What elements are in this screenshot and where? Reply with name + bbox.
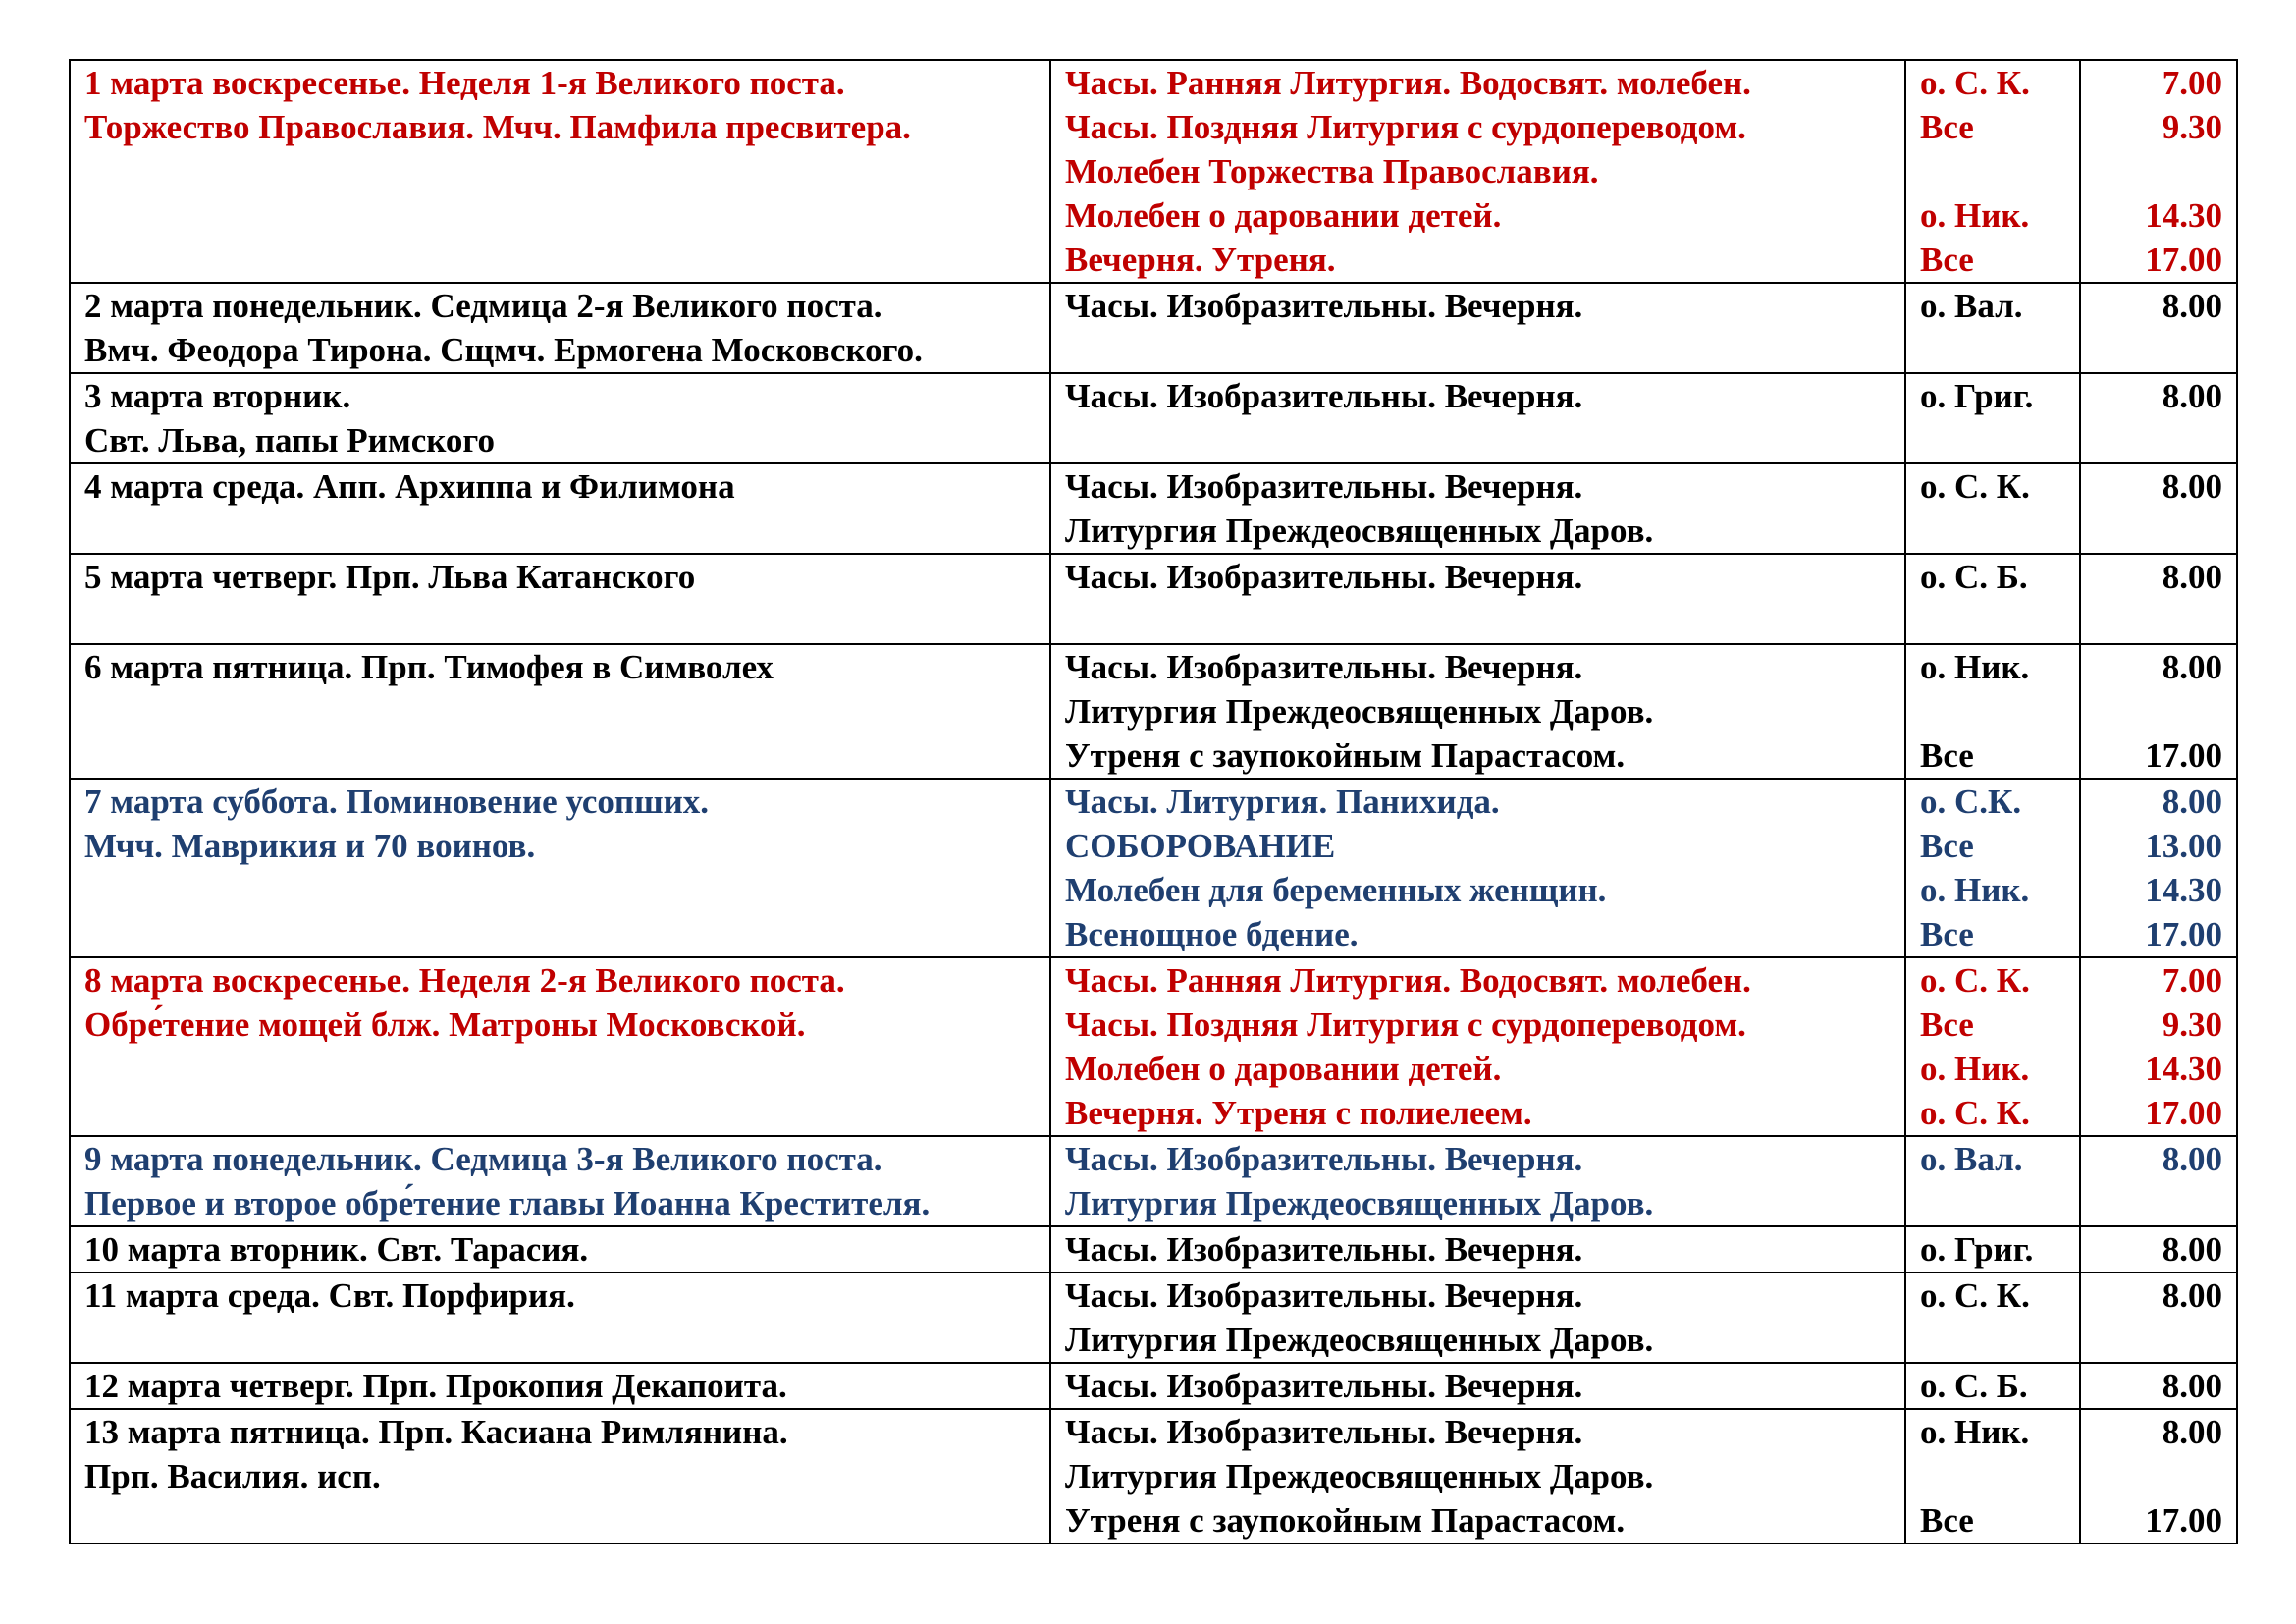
service-line: Часы. Изобразительны. Вечерня. (1065, 287, 1583, 325)
priest-line: о. С. К. (1920, 1094, 2030, 1132)
service-line: Часы. Изобразительны. Вечерня. (1065, 377, 1583, 415)
day-line: 13 марта пятница. Прп. Касиана Римлянина. (84, 1413, 788, 1451)
time-line: 8.00 (2162, 467, 2222, 506)
time-line: 9.30 (2162, 108, 2222, 146)
time-line: 17.00 (2145, 736, 2222, 775)
day-line: Первое и второе обре́тение главы Иоанна Крестителя. (84, 1184, 931, 1222)
priest-line: о. Ник. (1920, 648, 2030, 686)
time-cell (2080, 373, 2237, 463)
priest-line: о. Григ. (1920, 1230, 2034, 1269)
svc-cell (1050, 957, 1905, 1136)
priest-line (1920, 509, 2065, 553)
time-line: 8.00 (2162, 1140, 2222, 1178)
priest-line: о. С. К. (1920, 467, 2030, 506)
service-line: Часы. Изобразительны. Вечерня. (1065, 648, 1583, 686)
priest-line: Все (1920, 241, 1974, 279)
day-cell (70, 779, 1050, 957)
day-cell (70, 283, 1050, 373)
schedule-row (70, 1363, 2237, 1409)
service-line: Часы. Изобразительны. Вечерня. (1065, 1413, 1583, 1451)
schedule-row (70, 1272, 2237, 1363)
time-line: 13.00 (2145, 827, 2222, 865)
service-line: Часы. Литургия. Панихида. (1065, 783, 1500, 821)
day-line (84, 509, 1036, 553)
priest-line: о. С. Б. (1920, 558, 2028, 596)
day-cell (70, 1363, 1050, 1409)
day-line: Свт. Льва, папы Римского (84, 421, 495, 460)
priest-line (1920, 1181, 2065, 1225)
schedule-row (70, 283, 2237, 373)
time-line: 8.00 (2162, 783, 2222, 821)
time-cell (2080, 957, 2237, 1136)
day-line: 2 марта понедельник. Седмица 2-я Великого поста. (84, 287, 882, 325)
time-line: 8.00 (2162, 377, 2222, 415)
day-line: 7 марта суббота. Поминовение усопших. (84, 783, 710, 821)
priest-cell (1905, 554, 2080, 644)
time-line: 17.00 (2145, 915, 2222, 953)
day-line: Прп. Василия. исп. (84, 1457, 381, 1495)
priest-line (1920, 328, 2065, 372)
time-line: 17.00 (2145, 241, 2222, 279)
priest-line: о. Ник. (1920, 1050, 2030, 1088)
day-cell (70, 957, 1050, 1136)
priest-cell (1905, 779, 2080, 957)
service-line: Литургия Преждеосвященных Даров. (1065, 512, 1654, 550)
priest-line: о. Ник. (1920, 1413, 2030, 1451)
service-line: Вечерня. Утреня. (1065, 241, 1336, 279)
day-line (84, 599, 1036, 643)
svc-cell (1050, 644, 1905, 779)
priest-line: о. С. К. (1920, 1276, 2030, 1315)
day-line (84, 1318, 1036, 1362)
priest-line: о. Ник. (1920, 871, 2030, 909)
service-line: Утреня с заупокойным Парастасом. (1065, 736, 1626, 775)
day-line: Торжество Православия. Мчч. Памфила пресвитера. (84, 108, 911, 146)
priest-cell (1905, 644, 2080, 779)
priest-line: Все (1920, 1501, 1974, 1540)
day-cell (70, 1409, 1050, 1543)
day-line: 11 марта среда. Свт. Порфирия. (84, 1276, 575, 1315)
time-line: 17.00 (2145, 1094, 2222, 1132)
time-line: 8.00 (2162, 558, 2222, 596)
time-cell (2080, 779, 2237, 957)
svc-cell (1050, 373, 1905, 463)
svc-cell (1050, 779, 1905, 957)
day-cell (70, 644, 1050, 779)
service-line: Часы. Изобразительны. Вечерня. (1065, 558, 1583, 596)
day-line: 5 марта четверг. Прп. Льва Катанского (84, 558, 696, 596)
schedule-body (70, 60, 2237, 1543)
day-line: Мчч. Маврикия и 70 воинов. (84, 827, 536, 865)
svc-cell (1050, 283, 1905, 373)
priest-cell (1905, 1226, 2080, 1272)
svc-cell (1050, 1363, 1905, 1409)
time-cell (2080, 1363, 2237, 1409)
service-line: Молебен для беременных женщин. (1065, 871, 1607, 909)
day-line: Обре́тение мощей блж. Матроны Московской. (84, 1005, 806, 1044)
priest-line: о. Григ. (1920, 377, 2034, 415)
time-line: 8.00 (2162, 1230, 2222, 1269)
day-line (84, 1498, 1036, 1543)
day-line (84, 733, 1036, 778)
time-cell (2080, 60, 2237, 283)
day-line: Вмч. Феодора Тирона. Сщмч. Ермогена Московского. (84, 331, 923, 369)
time-line: 8.00 (2162, 1413, 2222, 1451)
svc-cell (1050, 554, 1905, 644)
day-cell (70, 1272, 1050, 1363)
schedule-row (70, 60, 2237, 283)
priest-cell (1905, 283, 2080, 373)
service-line: Литургия Преждеосвященных Даров. (1065, 1457, 1654, 1495)
priest-line: Все (1920, 1005, 1974, 1044)
time-line: 8.00 (2162, 287, 2222, 325)
time-line (2095, 1181, 2222, 1225)
schedule-row (70, 1136, 2237, 1226)
day-cell (70, 1226, 1050, 1272)
service-line: Молебен о даровании детей. (1065, 1050, 1502, 1088)
service-line: Часы. Поздняя Литургия с сурдопереводом. (1065, 1005, 1746, 1044)
day-line: 6 марта пятница. Прп. Тимофея в Символех (84, 648, 774, 686)
priest-line (1920, 1454, 2065, 1498)
priest-cell (1905, 373, 2080, 463)
day-cell (70, 554, 1050, 644)
day-line (84, 868, 1036, 912)
time-cell (2080, 1272, 2237, 1363)
time-line (2095, 328, 2222, 372)
time-line: 8.00 (2162, 648, 2222, 686)
service-line: Часы. Ранняя Литургия. Водосвят. молебен. (1065, 961, 1751, 1000)
priest-line: о. Ник. (1920, 196, 2030, 235)
time-cell (2080, 1226, 2237, 1272)
service-schedule-table (69, 59, 2238, 1544)
svc-cell (1050, 463, 1905, 554)
time-line (2095, 1454, 2222, 1498)
time-cell (2080, 1136, 2237, 1226)
priest-line: Все (1920, 108, 1974, 146)
service-line: Литургия Преждеосвященных Даров. (1065, 1184, 1654, 1222)
time-cell (2080, 644, 2237, 779)
service-line (1065, 418, 1891, 462)
day-line (84, 912, 1036, 956)
time-line: 7.00 (2162, 961, 2222, 1000)
time-line: 14.30 (2145, 196, 2222, 235)
service-line: Часы. Изобразительны. Вечерня. (1065, 467, 1583, 506)
day-line: 9 марта понедельник. Седмица 3-я Великого поста. (84, 1140, 882, 1178)
day-cell (70, 463, 1050, 554)
service-line (1065, 328, 1891, 372)
priest-line: Все (1920, 736, 1974, 775)
time-cell (2080, 283, 2237, 373)
time-line: 9.30 (2162, 1005, 2222, 1044)
time-line (2095, 149, 2222, 193)
svc-cell (1050, 60, 1905, 283)
day-cell (70, 1136, 1050, 1226)
service-line (1065, 599, 1891, 643)
day-line: 1 марта воскресенье. Неделя 1-я Великого поста. (84, 64, 845, 102)
day-cell (70, 373, 1050, 463)
service-line: СОБОРОВАНИЕ (1065, 827, 1336, 865)
svc-cell (1050, 1136, 1905, 1226)
service-line: Вечерня. Утреня с полиелеем. (1065, 1094, 1532, 1132)
priest-line: о. Вал. (1920, 1140, 2023, 1178)
time-line (2095, 509, 2222, 553)
service-line: Литургия Преждеосвященных Даров. (1065, 1321, 1654, 1359)
priest-line (1920, 149, 2065, 193)
priest-line: о. С.К. (1920, 783, 2022, 821)
time-line (2095, 418, 2222, 462)
day-line: 3 марта вторник. (84, 377, 351, 415)
schedule-row (70, 373, 2237, 463)
svc-cell (1050, 1226, 1905, 1272)
priest-line: о. С. К. (1920, 64, 2030, 102)
svc-cell (1050, 1272, 1905, 1363)
service-line: Литургия Преждеосвященных Даров. (1065, 692, 1654, 731)
priest-line: Все (1920, 915, 1974, 953)
priest-cell (1905, 60, 2080, 283)
time-line: 8.00 (2162, 1367, 2222, 1405)
time-line: 17.00 (2145, 1501, 2222, 1540)
day-line (84, 1047, 1036, 1091)
time-line (2095, 689, 2222, 733)
service-line: Часы. Изобразительны. Вечерня. (1065, 1367, 1583, 1405)
day-line: 12 марта четверг. Прп. Прокопия Декапоита. (84, 1367, 787, 1405)
day-line (84, 689, 1036, 733)
time-line: 14.30 (2145, 1050, 2222, 1088)
time-cell (2080, 463, 2237, 554)
schedule-row (70, 463, 2237, 554)
priest-line (1920, 1318, 2065, 1362)
service-line: Часы. Изобразительны. Вечерня. (1065, 1230, 1583, 1269)
svc-cell (1050, 1409, 1905, 1543)
priest-line (1920, 418, 2065, 462)
day-line (84, 1091, 1036, 1135)
priest-line (1920, 599, 2065, 643)
service-line: Часы. Поздняя Литургия с сурдопереводом. (1065, 108, 1746, 146)
priest-cell (1905, 1409, 2080, 1543)
schedule-row (70, 644, 2237, 779)
service-line: Часы. Изобразительны. Вечерня. (1065, 1276, 1583, 1315)
time-line: 14.30 (2145, 871, 2222, 909)
day-line: 10 марта вторник. Свт. Тарасия. (84, 1230, 589, 1269)
time-cell (2080, 554, 2237, 644)
priest-line: о. Вал. (1920, 287, 2023, 325)
service-line: Всенощное бдение. (1065, 915, 1359, 953)
time-line (2095, 599, 2222, 643)
time-line (2095, 1318, 2222, 1362)
time-line: 7.00 (2162, 64, 2222, 102)
priest-line (1920, 689, 2065, 733)
priest-line: о. С. К. (1920, 961, 2030, 1000)
day-line: 4 марта среда. Апп. Архиппа и Филимона (84, 467, 735, 506)
schedule-row (70, 1226, 2237, 1272)
day-line: 8 марта воскресенье. Неделя 2-я Великого поста. (84, 961, 845, 1000)
schedule-row (70, 1409, 2237, 1543)
schedule-row (70, 554, 2237, 644)
schedule-row (70, 779, 2237, 957)
day-cell (70, 60, 1050, 283)
time-cell (2080, 1409, 2237, 1543)
priest-cell (1905, 1363, 2080, 1409)
service-line: Молебен о даровании детей. (1065, 196, 1502, 235)
priest-cell (1905, 957, 2080, 1136)
priest-line: Все (1920, 827, 1974, 865)
time-line: 8.00 (2162, 1276, 2222, 1315)
service-line: Часы. Изобразительны. Вечерня. (1065, 1140, 1583, 1178)
service-line: Утреня с заупокойным Парастасом. (1065, 1501, 1626, 1540)
priest-line: о. С. Б. (1920, 1367, 2028, 1405)
priest-cell (1905, 1136, 2080, 1226)
priest-cell (1905, 463, 2080, 554)
priest-cell (1905, 1272, 2080, 1363)
service-line: Молебен Торжества Православия. (1065, 152, 1599, 190)
schedule-row (70, 957, 2237, 1136)
service-line: Часы. Ранняя Литургия. Водосвят. молебен. (1065, 64, 1751, 102)
